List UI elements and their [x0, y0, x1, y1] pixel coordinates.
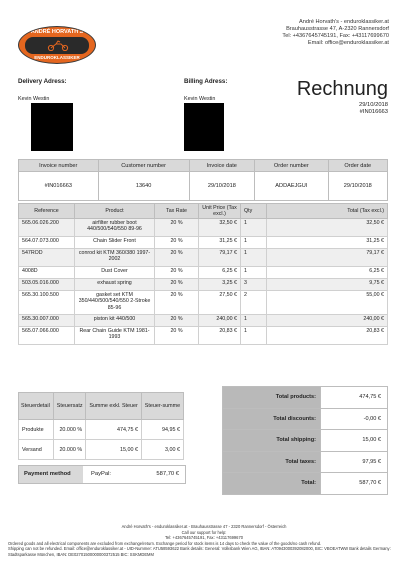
- table-row: [19, 420, 184, 440]
- table-row: [19, 279, 388, 291]
- delivery-name: Kevin Westin: [18, 96, 50, 102]
- table-cell: 32,50 €: [199, 219, 241, 237]
- table-row: [19, 237, 388, 249]
- logo-bottom-text: ENDUROKLASSIKER: [34, 55, 80, 60]
- table-cell: 564.07.073.000: [19, 237, 75, 249]
- table-cell: 79,17 €: [199, 249, 241, 267]
- table-cell: 565.30.007.000: [19, 315, 75, 327]
- table-cell: 29/10/2018: [328, 172, 387, 201]
- logo-top-text: ANDRÉ HORVATH'S: [30, 29, 84, 35]
- column-header: Order date: [328, 160, 387, 172]
- table-cell: 3,25 €: [199, 279, 241, 291]
- table-cell: gasket set KTM 350/440/500/540/550 2-Stroke 85-96: [75, 291, 155, 315]
- company-line: André Horvath's - enduroklassiker.at: [299, 19, 389, 25]
- table-row: [19, 327, 388, 345]
- redacted-delivery-address: [31, 103, 73, 151]
- total-value: -0,00 €: [321, 408, 388, 430]
- table-cell: 3,00 €: [141, 440, 183, 460]
- table-cell: 31,25 €: [199, 237, 241, 249]
- table-cell: 20 %: [155, 219, 199, 237]
- table-header-row: [19, 204, 388, 219]
- table-cell: Chain Slider Front: [75, 237, 155, 249]
- table-cell: 20.000 %: [54, 420, 86, 440]
- table-cell: 1: [241, 219, 267, 237]
- totals-table: [222, 386, 388, 495]
- invoice-title: Rechnung: [296, 78, 388, 100]
- table-header-row: [19, 160, 388, 172]
- total-value: 587,70 €: [321, 473, 388, 495]
- table-cell: 79,17 €: [267, 249, 388, 267]
- column-header: Qty: [241, 204, 267, 219]
- table-row: [19, 219, 388, 237]
- table-cell: Produkte: [19, 420, 54, 440]
- column-header: Product: [75, 204, 155, 219]
- table-cell: 55,00 €: [267, 291, 388, 315]
- table-cell: 240,00 €: [199, 315, 241, 327]
- table-cell: piston kit 440/500: [75, 315, 155, 327]
- table-cell: conrod kit KTM 360/380 1997-2002: [75, 249, 155, 267]
- table-row: [19, 440, 184, 460]
- table-cell: 20 %: [155, 327, 199, 345]
- table-cell: 15,00 €: [86, 440, 142, 460]
- footer-line: Tel: +4367645745191, Fax: +43117699670: [165, 535, 243, 541]
- total-taxes-row: [223, 451, 388, 473]
- total-shipping-row: [223, 430, 388, 452]
- table-cell: 6,25 €: [267, 267, 388, 279]
- table-cell: 1: [241, 327, 267, 345]
- table-cell: 565.06.026.200: [19, 219, 75, 237]
- table-cell: 20 %: [155, 237, 199, 249]
- table-cell: 94,95 €: [141, 420, 183, 440]
- table-row: [19, 172, 388, 201]
- payment-method-label: Payment method: [19, 466, 83, 483]
- table-row: [19, 291, 388, 315]
- table-cell: 32,50 €: [267, 219, 388, 237]
- table-cell: Dust Cover: [75, 267, 155, 279]
- table-cell: 20,83 €: [267, 327, 388, 345]
- table-row: [19, 249, 388, 267]
- table-cell: 3: [241, 279, 267, 291]
- total-products-row: [223, 387, 388, 409]
- column-header: Unit Price (Tax excl.): [199, 204, 241, 219]
- total-value: 474,75 €: [321, 387, 388, 409]
- total-label: Total discounts:: [223, 408, 321, 430]
- invoice-number: #IN016663: [359, 109, 388, 115]
- total-discounts-row: [223, 408, 388, 430]
- order-info-table: [18, 159, 388, 201]
- redacted-billing-address: [184, 103, 224, 151]
- table-cell: exhaust spring: [75, 279, 155, 291]
- invoice-footer: [8, 524, 400, 558]
- table-cell: 1: [241, 237, 267, 249]
- table-cell: 6,25 €: [199, 267, 241, 279]
- table-cell: 1: [241, 267, 267, 279]
- table-cell: 1: [241, 249, 267, 267]
- column-header: Tax Rate: [155, 204, 199, 219]
- footer-line: Call our support for help:: [181, 529, 227, 535]
- table-cell: 565.07.066.000: [19, 327, 75, 345]
- company-line: Tel: +4367645745191, Fax: +43117699670: [282, 33, 389, 39]
- table-row: [19, 267, 388, 279]
- billing-name: Kevin Westin: [184, 96, 216, 102]
- table-cell: 20 %: [155, 267, 199, 279]
- column-header: Order number: [255, 160, 329, 172]
- table-cell: 20.000 %: [54, 440, 86, 460]
- column-header: Total (Tax excl.): [267, 204, 388, 219]
- table-header-row: [19, 393, 184, 420]
- table-cell: 20 %: [155, 291, 199, 315]
- table-cell: 565.30.100.500: [19, 291, 75, 315]
- table-cell: 29/10/2018: [189, 172, 254, 201]
- total-value: 97,95 €: [321, 451, 388, 473]
- table-cell: 20,83 €: [199, 327, 241, 345]
- table-cell: ADDAEJGUI: [255, 172, 329, 201]
- table-cell: 240,00 €: [267, 315, 388, 327]
- table-cell: 20 %: [155, 279, 199, 291]
- total-value: 15,00 €: [321, 430, 388, 452]
- total-label: Total products:: [223, 387, 321, 409]
- company-line: Brauhausstrasse 47, A-2320 Rannersdorf: [286, 26, 389, 32]
- table-cell: 474,75 €: [86, 420, 142, 440]
- table-row: [19, 315, 388, 327]
- total-label: Total:: [223, 473, 321, 495]
- table-cell: 20 %: [155, 315, 199, 327]
- table-cell: #IN016663: [19, 172, 99, 201]
- invoice-date: 29/10/2018: [358, 102, 388, 108]
- table-cell: 9,75 €: [267, 279, 388, 291]
- table-cell: 27,50 €: [199, 291, 241, 315]
- company-line: Email: office@enduroklassiker.at: [307, 40, 389, 46]
- footer-line: Shipping can not be refunded. Email: office@enduroklassiker.at - UID-Nummer: ATU58593622 Bank details: General: Volksbank Wien AG, IBAN: AT0943000392082000, BIC: VBOEATWW Bank details Germany: Stadtsparkasse München, IBAN: DE02701500000000372515 BIC: SSKMDEMM: [8, 546, 391, 557]
- billing-address-label: Billing Adress:: [184, 78, 228, 85]
- table-cell: 503.05.016.000: [19, 279, 75, 291]
- column-header: Customer number: [98, 160, 189, 172]
- column-header: Steuersatz: [54, 393, 86, 420]
- items-table: [18, 203, 388, 345]
- table-cell: 547ROD: [19, 249, 75, 267]
- invoice-date-block: [359, 102, 388, 116]
- payment-amount: 587,70 €: [156, 471, 179, 477]
- footer-line: Ordered goods and all electrical components are excluded from exchange/return. Exchange period for stock items is 14 days to check the value of the goods/no cash refund.: [8, 540, 322, 546]
- table-cell: 13640: [98, 172, 189, 201]
- table-cell: 1: [241, 315, 267, 327]
- table-cell: 20 %: [155, 249, 199, 267]
- company-address: [282, 19, 389, 47]
- table-cell: 4008D: [19, 267, 75, 279]
- table-cell: airfilter rubber boot 440/500/540/550 89-96: [75, 219, 155, 237]
- table-cell: 2: [241, 291, 267, 315]
- column-header: Invoice date: [189, 160, 254, 172]
- payment-method-name: PayPal:: [91, 471, 111, 477]
- delivery-address-label: Delivery Adress:: [18, 78, 67, 85]
- column-header: Steuerdetail: [19, 393, 54, 420]
- footer-line: André Horvath's - enduroklassiker.at - Brauhausstrasse 47 - 2320 Rannersdorf - Österreich: [121, 524, 287, 529]
- motorbike-rider-icon: [47, 39, 69, 51]
- grand-total-row: [223, 473, 388, 495]
- column-header: Summe exkl. Steuer: [86, 393, 142, 420]
- company-logo: [18, 26, 96, 64]
- column-header: Invoice number: [19, 160, 99, 172]
- table-cell: Rear Chain Guide KTM 1981-1993: [75, 327, 155, 345]
- table-cell: 31,25 €: [267, 237, 388, 249]
- total-label: Total taxes:: [223, 451, 321, 473]
- table-cell: Versand: [19, 440, 54, 460]
- column-header: Reference: [19, 204, 75, 219]
- column-header: Steuer-summe: [141, 393, 183, 420]
- payment-method-box: [18, 465, 186, 484]
- total-label: Total shipping:: [223, 430, 321, 452]
- tax-detail-table: [18, 392, 184, 460]
